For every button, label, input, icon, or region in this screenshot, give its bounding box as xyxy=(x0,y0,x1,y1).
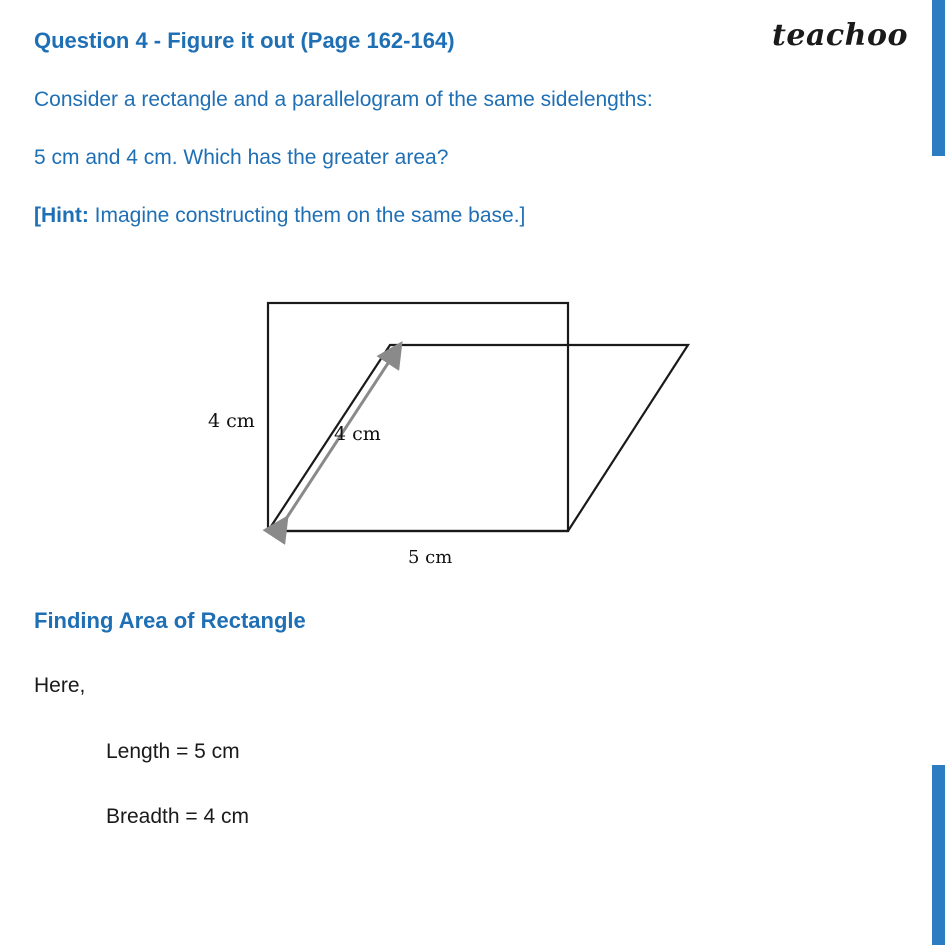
edge-accent-bar-bottom xyxy=(932,765,945,945)
edge-accent-bar-top xyxy=(932,0,945,8)
teachoo-logo: teachoo xyxy=(772,18,908,53)
question-hint-line xyxy=(34,204,525,228)
label-parallelogram-side: 4 cm xyxy=(334,423,381,445)
section-heading-area-rectangle: Finding Area of Rectangle xyxy=(34,608,306,633)
page-title: Question 4 - Figure it out (Page 162-164) xyxy=(34,28,455,53)
hint-text: Imagine constructing them on the same base.] xyxy=(88,204,526,227)
label-base-length: 5 cm xyxy=(408,547,453,568)
solution-here: Here, xyxy=(34,674,86,697)
question-text-line-2: 5 cm and 4 cm. Which has the greater area? xyxy=(34,146,449,169)
parallelogram-shape xyxy=(268,345,688,531)
rectangle-shape xyxy=(268,303,568,531)
solution-breadth: Breadth = 4 cm xyxy=(106,805,249,828)
label-rectangle-height: 4 cm xyxy=(208,410,255,432)
rectangle-parallelogram-diagram xyxy=(150,285,770,585)
question-text-line-1: Consider a rectangle and a parallelogram of the same sidelengths: xyxy=(34,88,653,111)
edge-accent-bar-middle xyxy=(932,8,945,156)
geometry-figure xyxy=(150,285,770,585)
solution-length: Length = 5 cm xyxy=(106,740,240,763)
hint-label: [Hint: xyxy=(34,204,89,227)
